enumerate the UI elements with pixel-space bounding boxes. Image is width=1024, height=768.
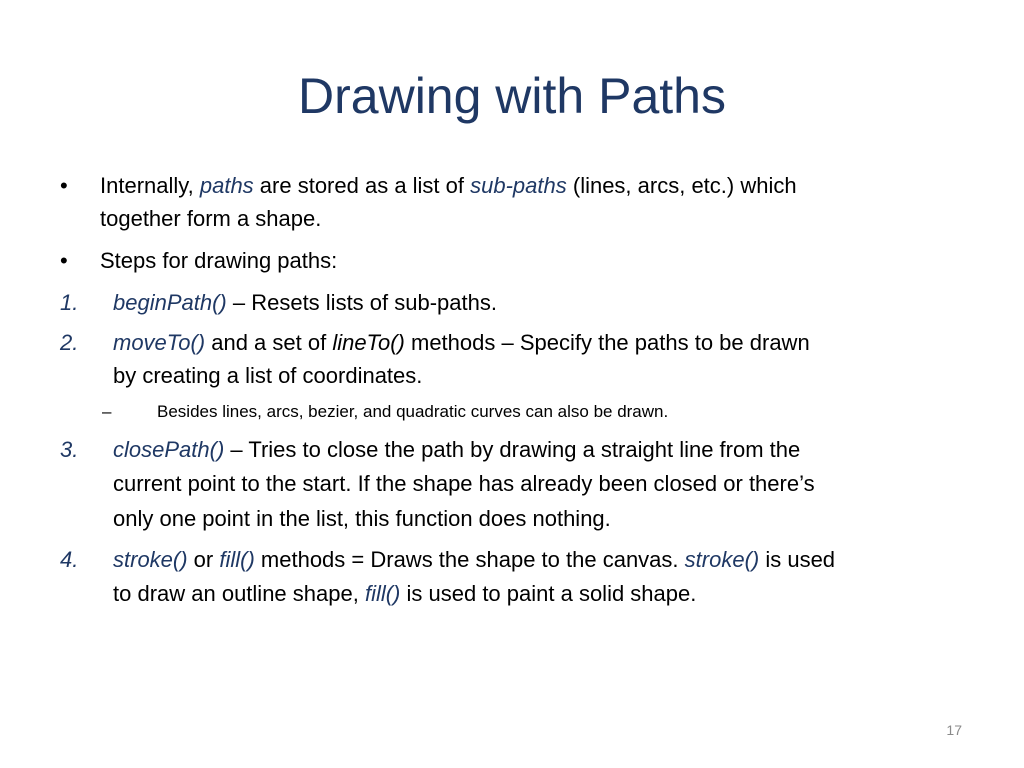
text-segment: methods – Specify the paths to be drawn	[404, 330, 810, 355]
step-begin-path	[113, 286, 497, 319]
keyword-moveto: moveTo()	[113, 330, 206, 355]
step-closepath-line-2: current point to the start. If the shape has already been closed or there’s	[113, 471, 815, 496]
sub-bullet-dash: –	[102, 402, 112, 421]
step-number: 2.	[60, 330, 79, 355]
keyword-closepath: closePath()	[113, 437, 225, 462]
bullet-internally-line-1	[100, 169, 797, 202]
keyword-sub-paths: sub-paths	[470, 173, 567, 198]
slide-title: Drawing with Paths	[298, 68, 726, 124]
keyword-fill: fill()	[364, 581, 401, 606]
step-closepath-line-1	[113, 433, 800, 466]
keyword-stroke: stroke()	[684, 547, 760, 572]
step-number: 1.	[60, 290, 79, 315]
text-segment: or	[187, 547, 220, 572]
text-segment: – Tries to close the path by drawing a straight line from the	[224, 437, 801, 462]
step-moveto-line-1	[113, 326, 810, 359]
step-number: 3.	[60, 437, 79, 462]
sub-bullet-curves: Besides lines, arcs, bezier, and quadratic curves can also be drawn.	[157, 402, 669, 421]
bullet-steps-heading: Steps for drawing paths:	[100, 248, 338, 273]
bullet-marker: •	[60, 248, 68, 273]
step-stroke-fill-line-2	[113, 577, 696, 610]
step-closepath-line-3: only one point in the list, this function does nothing.	[113, 506, 611, 531]
bullet-internally-line-2: together form a shape.	[100, 206, 322, 231]
text-segment: (lines, arcs, etc.) which	[566, 173, 797, 198]
text-segment: Internally,	[100, 173, 200, 198]
text-segment: to draw an outline shape,	[113, 581, 365, 606]
step-number: 4.	[60, 547, 79, 572]
keyword-beginpath: beginPath()	[113, 290, 227, 315]
bullet-marker: •	[60, 173, 68, 198]
text-segment: and a set of	[205, 330, 333, 355]
keyword-paths: paths	[199, 173, 254, 198]
keyword-fill: fill()	[219, 547, 255, 572]
step-stroke-fill-line-1	[113, 543, 835, 576]
text-segment: methods = Draws the shape to the canvas.	[254, 547, 685, 572]
page-number: 17	[946, 722, 962, 738]
text-segment: is used	[759, 547, 836, 572]
text-segment: – Resets lists of sub-paths.	[226, 290, 497, 315]
text-segment: are stored as a list of	[253, 173, 471, 198]
keyword-stroke: stroke()	[113, 547, 188, 572]
step-moveto-line-2: by creating a list of coordinates.	[113, 363, 423, 388]
keyword-lineto: lineTo()	[332, 330, 405, 355]
text-segment: is used to paint a solid shape.	[400, 581, 697, 606]
